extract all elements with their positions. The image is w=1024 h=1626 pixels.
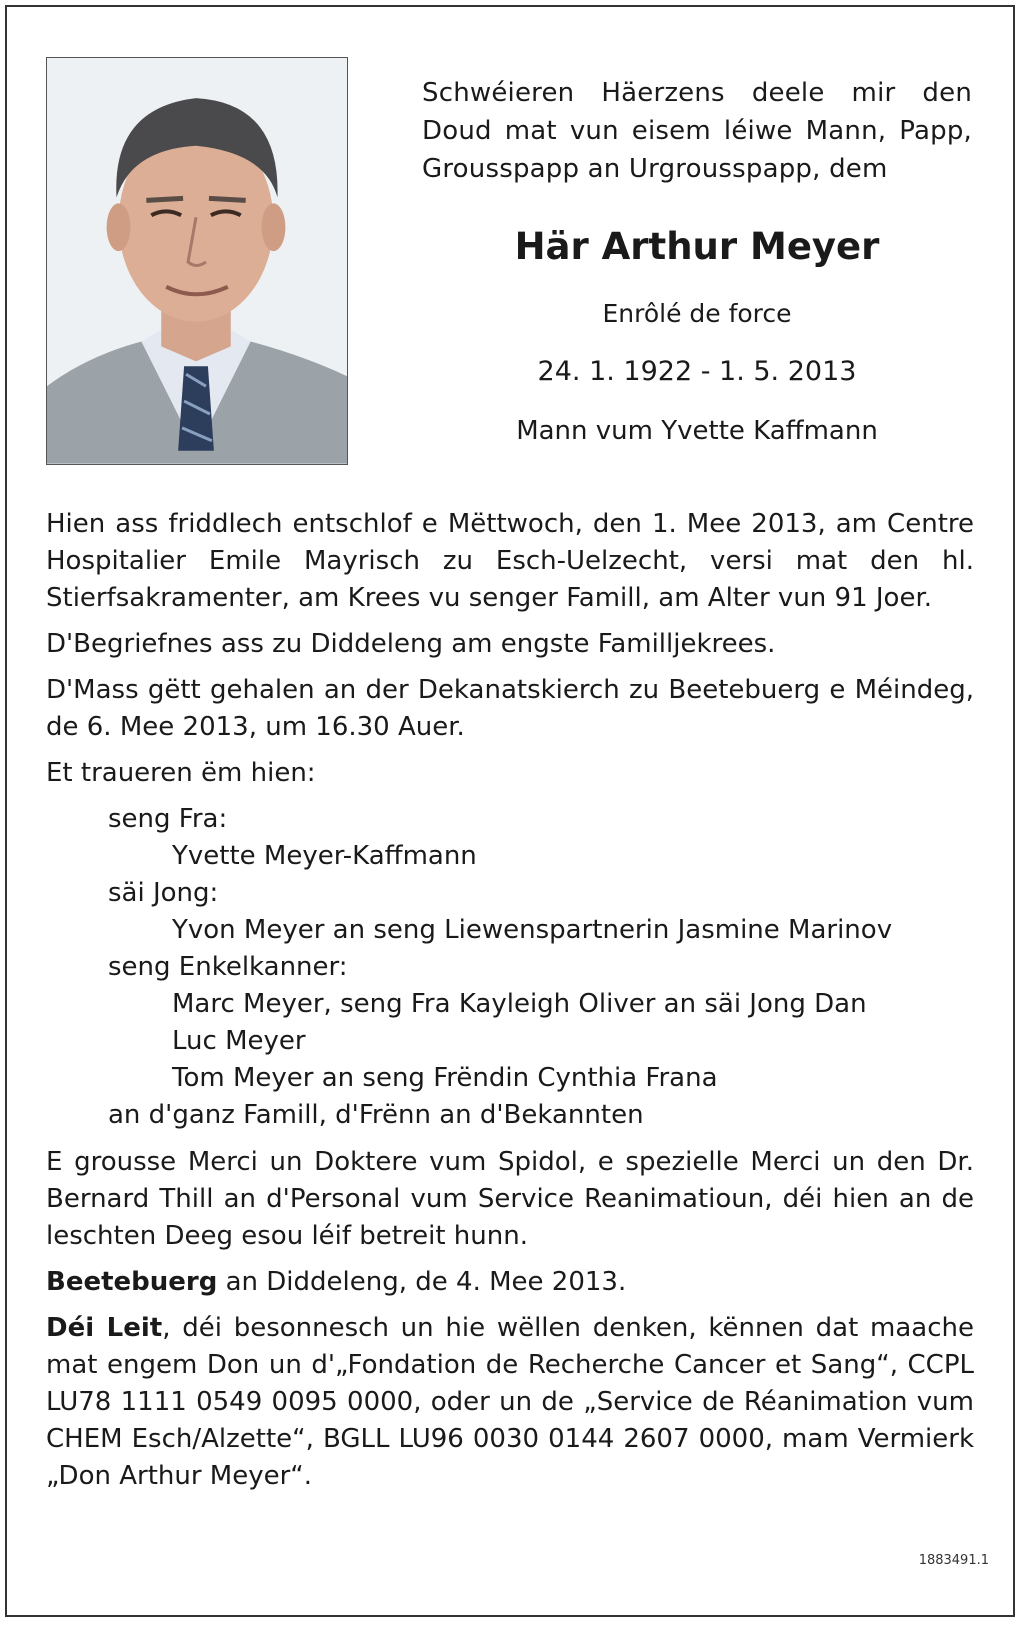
thanks-paragraph: E grousse Merci un Doktere vum Spidol, e spezielle Merci un den Dr. Bernard Thill an d'Personal vum Service Reanimatioun, déi hien an de leschten Deeg esou léif betreit hunn. (46, 1147, 974, 1251)
intro-text: Schwéieren Häerzens deele mir den Doud mat vun eisem léiwe Mann, Papp, Grousspapp an Urgrousspapp, dem (422, 78, 972, 184)
grandchildren-label: seng Enkelkanner: (108, 952, 348, 982)
spouse-line: Mann vum Yvette Kaffmann (516, 416, 878, 446)
family-friends-line: an d'ganz Famill, d'Frënn an d'Bekannten (108, 1100, 644, 1130)
grandchild-item: Luc Meyer (172, 1026, 306, 1056)
portrait-photo (46, 57, 348, 465)
mourners-heading: Et traueren ëm hien: (46, 758, 316, 788)
place-date-line (46, 1264, 974, 1301)
deceased-name: Här Arthur Meyer (514, 225, 880, 268)
death-notice-paragraph: Hien ass friddlech entschlof e Mëttwoch, den 1. Mee 2013, am Centre Hospitalier Emile Mayrisch zu Esch-Uelzecht, versi mat den hl. Stierfsakramenter, am Krees vu senger Famill, am Alter vun 91 Joer. (46, 509, 974, 613)
grandchild-item: Tom Meyer an seng Frëndin Cynthia Frana (172, 1063, 718, 1093)
reference-number: 1883491.1 (918, 1553, 989, 1568)
son-label: säi Jong: (108, 878, 219, 908)
burial-paragraph: D'Begriefnes ass zu Diddeleng am engste Familljekrees. (46, 629, 776, 659)
donation-paragraph (46, 1310, 974, 1495)
donation-rest: , déi besonnesch un hie wëllen denken, kënnen dat maache mat engem Don un d'„Fondation de Recherche Cancer et Sang“, CCPL LU78 1111 0549 0095 0000, oder un de „Service de Réanimation vum CHEM Esch/Alzette“, BGLL LU96 0030 0144 2607 0000, mam Vermierk „Don Arthur Meyer“. (46, 1313, 974, 1491)
obituary-body (46, 506, 974, 1504)
wife-name: Yvette Meyer-Kaffmann (172, 841, 477, 871)
grandchild-item: Marc Meyer, seng Fra Kayleigh Oliver an säi Jong Dan (172, 989, 867, 1019)
mourners-list (46, 801, 974, 1134)
son-name: Yvon Meyer an seng Liewenspartnerin Jasmine Marinov (172, 915, 893, 945)
donation-bold: Déi Leit (46, 1313, 163, 1343)
deceased-title: Enrôlé de force (602, 299, 792, 328)
place-bold: Beetebuerg (46, 1267, 218, 1297)
wife-label: seng Fra: (108, 804, 228, 834)
mass-paragraph: D'Mass gëtt gehalen an der Dekanatskierch zu Beetebuerg e Méindeg, de 6. Mee 2013, um 16.30 Auer. (46, 675, 974, 742)
life-dates: 24. 1. 1922 - 1. 5. 2013 (537, 356, 857, 387)
place-date-rest: an Diddeleng, de 4. Mee 2013. (217, 1267, 627, 1297)
portrait-illustration (47, 58, 347, 464)
